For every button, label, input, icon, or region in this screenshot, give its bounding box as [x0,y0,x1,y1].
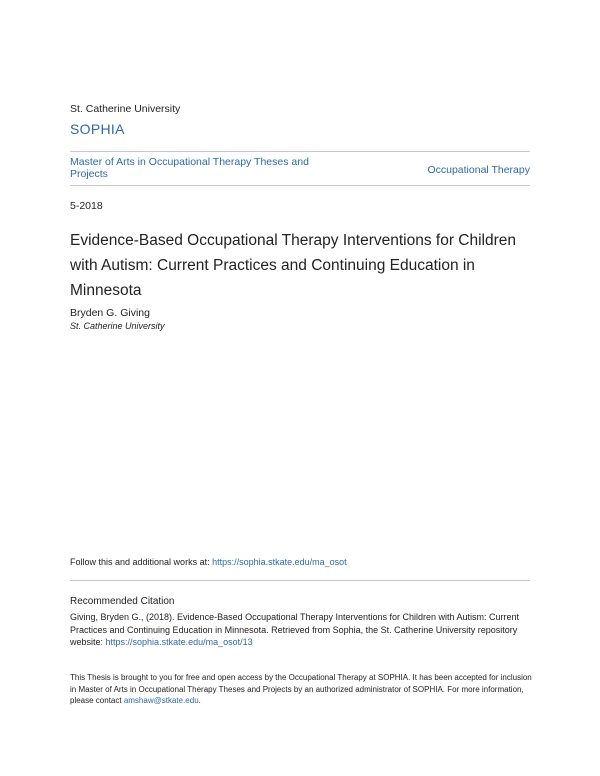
author-affiliation: St. Catherine University [70,321,165,331]
citation-url-link[interactable]: https://sophia.stkate.edu/ma_osot/13 [105,637,253,647]
top-divider [70,151,530,152]
author-name: Bryden G. Giving [70,307,150,319]
university-name: St. Catherine University [70,103,181,115]
notice-text: This Thesis is brought to you for free and open access by the Occupational Therapy at SOPHIA. It has been accepted for inclusion in Master of Arts in Occupational Therapy Theses and Projects by an authorized administrator of SOPHIA. For more information, please contact [70,673,532,705]
access-notice [70,672,540,707]
paper-title: Evidence-Based Occupational Therapy Interventions for Children with Autism: Current Practices and Continuing Education in Minnesota [70,232,517,299]
publication-date: 5-2018 [70,200,103,212]
department-link[interactable]: Occupational Therapy [427,164,530,176]
citation-block [70,611,540,649]
contact-email-link[interactable]: amshaw@stkate.edu [123,696,199,705]
series-divider [70,185,530,186]
follow-divider [70,580,530,581]
citation-text: Giving, Bryden G., (2018). Evidence-Based Occupational Therapy Interventions for Children with Autism: Current Practices and Continuing Education in Minnesota. Retrieved from Sophia, the St. Catherine University repository website: [70,612,520,647]
citation-heading: Recommended Citation [70,596,175,607]
collection-link[interactable]: Master of Arts in Occupational Therapy Theses and Projects [70,156,309,180]
follow-line [70,557,347,567]
sophia-link[interactable]: SOPHIA [70,121,125,137]
follow-url-link[interactable]: https://sophia.stkate.edu/ma_osot [212,557,347,567]
notice-end: . [198,696,201,705]
follow-prefix: Follow this and additional works at: [70,557,213,567]
